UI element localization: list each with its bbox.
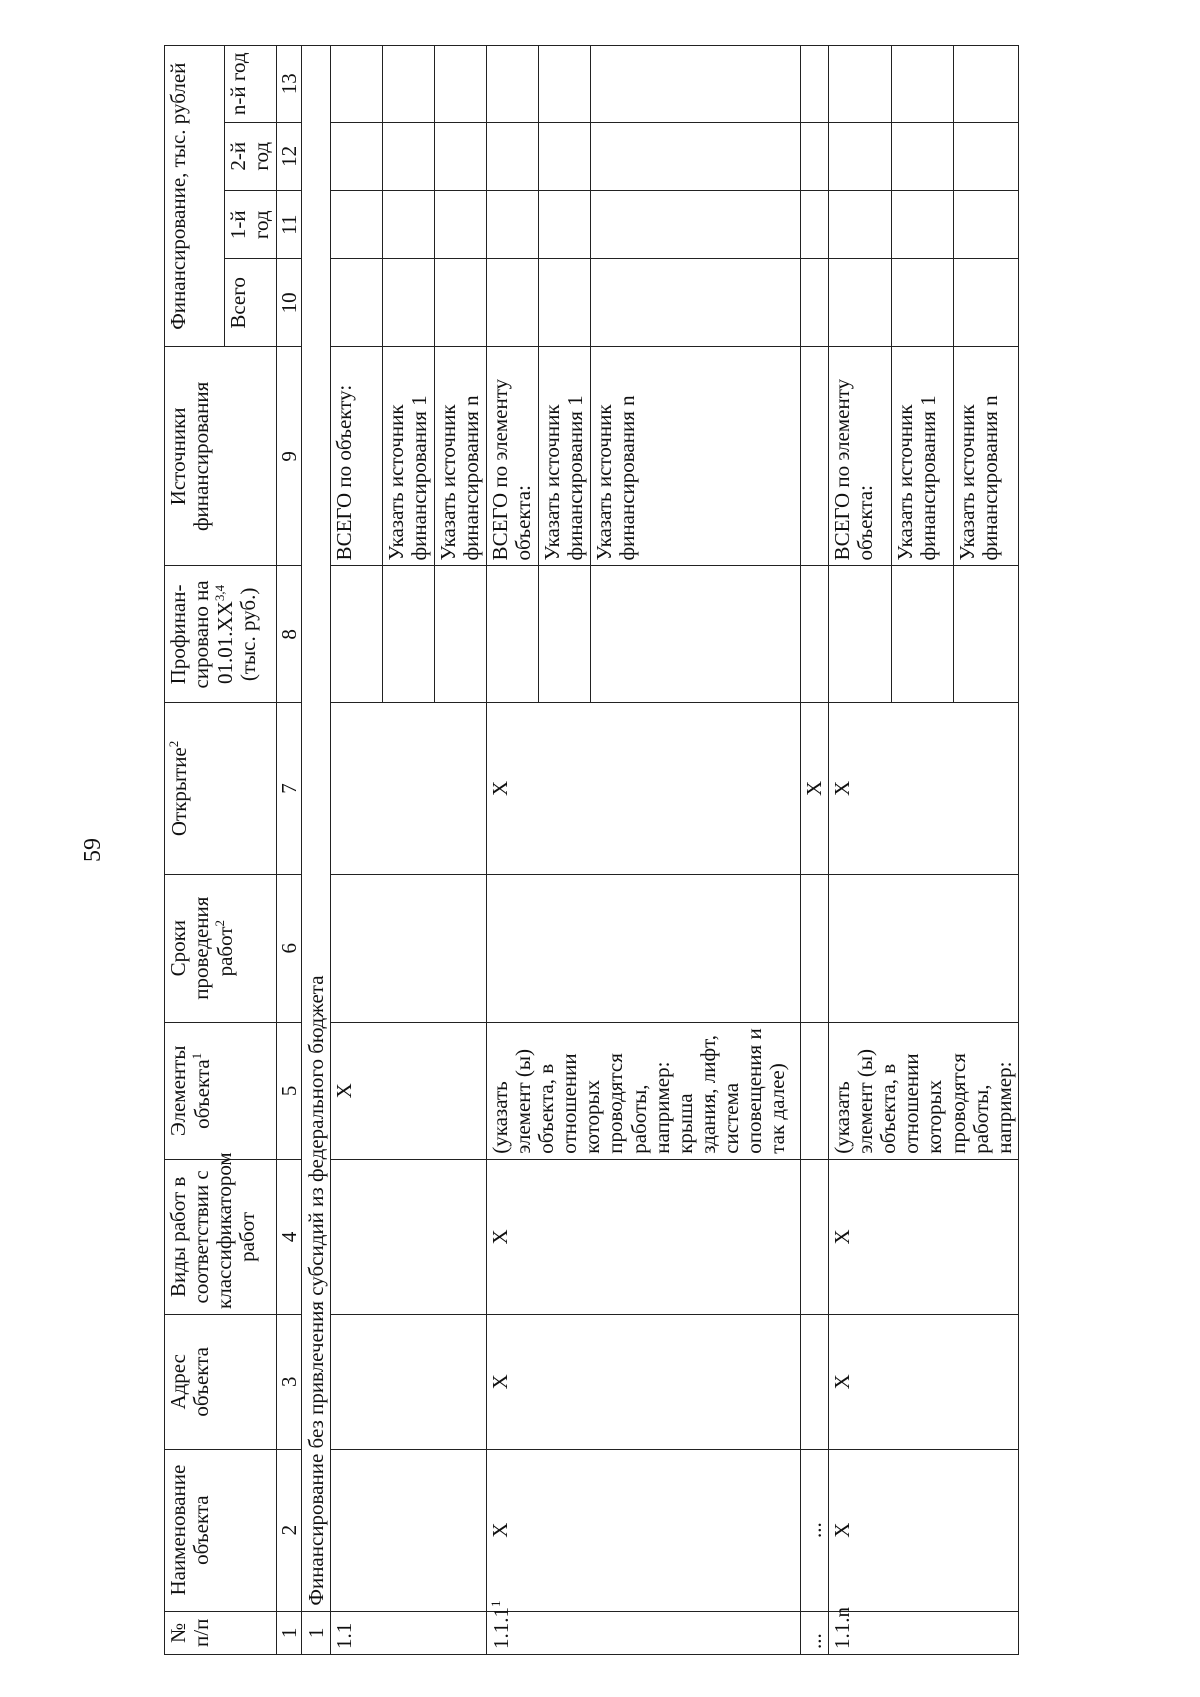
header-elements: Элементы объекта$^1$	[165, 1022, 277, 1159]
row-address: X	[487, 1314, 801, 1449]
empty-cell	[891, 191, 953, 259]
header-address: Адрес объекта	[165, 1314, 277, 1449]
empty-cell	[331, 1314, 487, 1449]
empty-cell	[829, 259, 891, 347]
empty-cell	[801, 122, 829, 190]
empty-cell	[591, 191, 801, 259]
table-row-1-1-1	[487, 46, 539, 1655]
header-fin-yearn: n-й год	[225, 46, 277, 123]
row-num: 1.1.1$^1$	[487, 1611, 801, 1654]
header-financing-group: Финансирование, тыс. рублей	[165, 46, 225, 347]
section-row	[302, 46, 331, 1655]
source-1: Указать источник финансирования 1	[891, 347, 953, 566]
header-opening: Открытие$^2$	[165, 703, 277, 874]
empty-cell	[539, 46, 591, 123]
row-name: ...	[801, 1449, 829, 1611]
col-number: 8	[277, 566, 302, 703]
empty-cell	[435, 46, 487, 123]
source-1: Указать источник финансирования 1	[383, 347, 435, 566]
empty-cell	[331, 874, 487, 1022]
empty-cell	[487, 566, 539, 703]
empty-cell	[539, 259, 591, 347]
empty-cell	[591, 259, 801, 347]
empty-cell	[487, 259, 539, 347]
empty-cell	[331, 566, 383, 703]
col-number: 9	[277, 347, 302, 566]
section-num: 1	[302, 1611, 331, 1654]
source-total-element: ВСЕГО по элементу объекта:	[487, 347, 539, 566]
source-total-element: ВСЕГО по элементу объекта:	[829, 347, 891, 566]
empty-cell	[487, 191, 539, 259]
empty-cell	[331, 122, 383, 190]
empty-cell	[331, 259, 383, 347]
empty-cell	[331, 1449, 487, 1611]
empty-cell	[801, 566, 829, 703]
header-financed: Профинан-сировано на 01.01.XX$^{3,4}$ (тыс. руб.)	[165, 566, 277, 703]
empty-cell	[891, 259, 953, 347]
empty-cell	[591, 566, 801, 703]
row-num: 1.1.n	[829, 1611, 1019, 1654]
col-number: 3	[277, 1314, 302, 1449]
empty-cell	[801, 1022, 829, 1159]
empty-cell	[801, 191, 829, 259]
empty-cell	[591, 46, 801, 123]
empty-cell	[591, 122, 801, 190]
source-1: Указать источник финансирования 1	[539, 347, 591, 566]
row-num: 1.1	[331, 1611, 487, 1654]
header-object-name: Наименование объекта	[165, 1449, 277, 1611]
table-row-ellipsis	[801, 46, 829, 1655]
empty-cell	[801, 259, 829, 347]
col-number: 10	[277, 259, 302, 347]
empty-cell	[829, 46, 891, 123]
rotated-table-wrapper	[164, 45, 1164, 1655]
empty-cell	[331, 703, 487, 874]
header-row-1	[165, 46, 225, 1655]
row-works: X	[829, 1159, 1019, 1314]
empty-cell	[435, 191, 487, 259]
empty-cell	[829, 566, 891, 703]
empty-cell	[953, 566, 1018, 703]
header-work-dates: Сроки проведения работ$^2$	[165, 874, 277, 1022]
empty-cell	[891, 46, 953, 123]
empty-cell	[801, 46, 829, 123]
empty-cell	[801, 347, 829, 566]
page-number: 59	[80, 838, 106, 862]
section-title: Финансирование без привлечения субсидий из федерального бюджета	[302, 46, 331, 1612]
empty-cell	[829, 122, 891, 190]
table-row-1-1	[331, 46, 383, 1655]
empty-cell	[383, 46, 435, 123]
empty-cell	[539, 566, 591, 703]
empty-cell	[539, 122, 591, 190]
empty-cell	[487, 874, 801, 1022]
header-fin-year1: 1-й год	[225, 191, 277, 259]
col-number: 7	[277, 703, 302, 874]
empty-cell	[953, 122, 1018, 190]
empty-cell	[331, 191, 383, 259]
empty-cell	[435, 566, 487, 703]
empty-cell	[383, 259, 435, 347]
row-opening: X	[829, 703, 1019, 874]
col-number: 5	[277, 1022, 302, 1159]
empty-cell	[801, 1159, 829, 1314]
col-number: 4	[277, 1159, 302, 1314]
empty-cell	[487, 46, 539, 123]
empty-cell	[487, 122, 539, 190]
empty-cell	[539, 191, 591, 259]
empty-cell	[383, 566, 435, 703]
row-works: X	[487, 1159, 801, 1314]
empty-cell	[891, 566, 953, 703]
header-fin-total: Всего	[225, 259, 277, 347]
empty-cell	[435, 122, 487, 190]
table-row-1-1-n	[829, 46, 891, 1655]
col-number: 13	[277, 46, 302, 123]
row-name: X	[829, 1449, 1019, 1611]
header-num: № п/п	[165, 1611, 277, 1654]
col-number: 12	[277, 122, 302, 190]
source-n: Указать источник финансирования n	[591, 347, 801, 566]
col-number: 1	[277, 1611, 302, 1654]
empty-cell	[829, 191, 891, 259]
header-work-types: Виды работ в соответствии с классификатором работ	[165, 1159, 277, 1314]
empty-cell	[829, 874, 1019, 1022]
row-elements: (указать элемент (ы) объекта, в отношении которых проводятся работы, например: крыша здания, лифт, система оповещения и так далее)	[487, 1022, 801, 1159]
empty-cell	[331, 46, 383, 123]
empty-cell	[383, 191, 435, 259]
column-number-row	[277, 46, 302, 1655]
col-number: 2	[277, 1449, 302, 1611]
source-total-object: ВСЕГО по объекту:	[331, 347, 383, 566]
empty-cell	[891, 122, 953, 190]
source-n: Указать источник финансирования n	[953, 347, 1018, 566]
row-address: X	[829, 1314, 1019, 1449]
empty-cell	[953, 191, 1018, 259]
source-n: Указать источник финансирования n	[435, 347, 487, 566]
row-name: X	[487, 1449, 801, 1611]
row-elements: (указать элемент (ы) объекта, в отношении которых проводятся работы, например:	[829, 1022, 1019, 1159]
empty-cell	[801, 1314, 829, 1449]
col-number: 11	[277, 191, 302, 259]
row-elements: X	[331, 1022, 487, 1159]
row-num: ...	[801, 1611, 829, 1654]
col-number: 6	[277, 874, 302, 1022]
header-fin-year2: 2-й год	[225, 122, 277, 190]
empty-cell	[953, 259, 1018, 347]
financing-table	[164, 45, 1019, 1655]
row-opening: X	[801, 703, 829, 874]
header-sources: Источники финансирования	[165, 347, 277, 566]
empty-cell	[953, 46, 1018, 123]
empty-cell	[383, 122, 435, 190]
row-opening: X	[487, 703, 801, 874]
empty-cell	[801, 874, 829, 1022]
empty-cell	[331, 1159, 487, 1314]
empty-cell	[435, 259, 487, 347]
